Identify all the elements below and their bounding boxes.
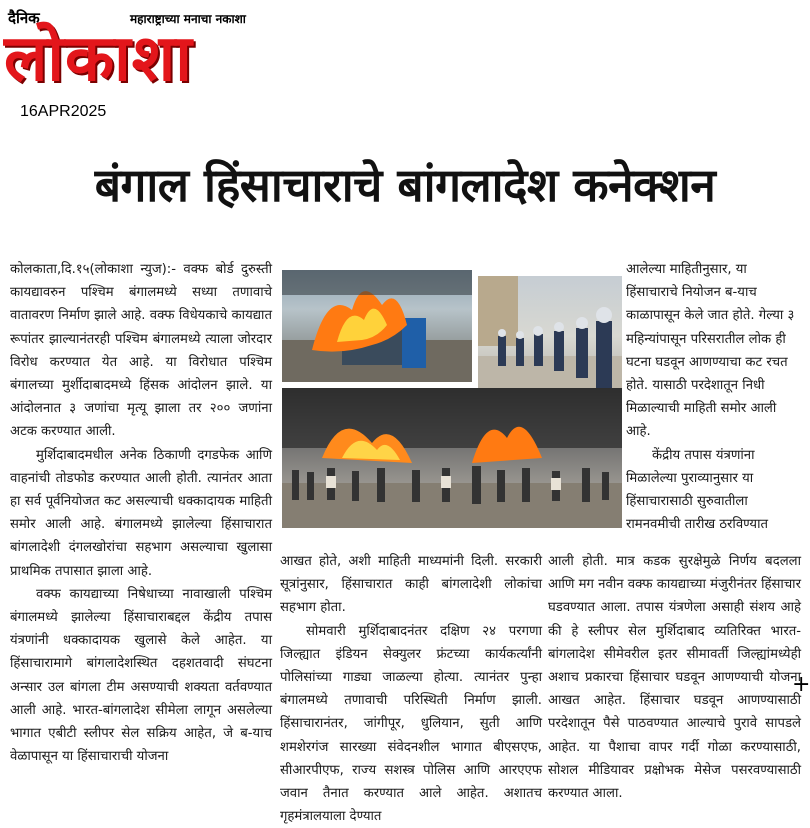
paragraph: केंद्रीय तपास यंत्रणांना मिळालेल्या पुराव्यानुसार या हिंसाचारासाठी सुरुवातीला रामनवमीची तारीख ठरविण्यात xyxy=(626,447,768,533)
paragraph: कोलकाता,दि.१५(लोकाशा न्युज):- वक्फ बोर्ड दुरुस्ती कायद्यावरुन पश्चिम बंगालमध्ये सध्या तणावाचे वातावरण निर्माण झाले आहे. वक्फ विधेयकाचे कायद्यात रूपांतर झाल्यानंतरही पश्चिम बंगालमध्ये त्याला जोरदार विरोध करण्यात येत आहे. या विरोधात पश्चिम बंगालच्या मुर्शीदाबादमध्ये हिंसक आंदोलन झाले. या आंदोलनात ३ जणांचा मृत्यू झाला तर २०० जणांना अटक करण्यात आली. xyxy=(10,262,272,440)
registration-mark: + xyxy=(792,672,810,697)
article-column-4 xyxy=(626,258,801,536)
article-headline: बंगाल हिंसाचाराचे बांगलादेश कनेक्शन xyxy=(94,158,716,212)
photo-crowd-fire xyxy=(282,388,622,528)
paragraph: सोमवारी मुर्शिदाबादनंतर दक्षिण २४ परगणा जिल्ह्यात इंडियन सेक्युलर फ्रंटच्या कार्यकर्त्यांनी पोलिसांच्या गाड्या जाळल्या होत्या. त्यानंतर पुन्हा बंगालमध्ये तणावाची परिस्थिती निर्माण झाली. हिंसाचारानंतर, जांगीपूर, धुलियान, सुती आणि शमशेरगंज सारख्या संवेदनशील भागात बीएसएफ, सीआरपीएफ, राज्य सशस्त्र पोलिस आणि आरएएफ जवान तैनात करण्यात आले आहेत. अशातच गृहमंत्रालयाला देण्यात xyxy=(280,623,542,825)
crowd-fire-illustration xyxy=(282,388,622,528)
paragraph: आखत होते, अशी माहिती माध्यमांनी दिली. सरकारी सूत्रांनुसार, हिंसाचारात काही बांगलादेशी लोकांचा सहभाग होता. xyxy=(280,554,542,616)
masthead-daily-label: दैनिक xyxy=(8,9,40,27)
article-photo-collage xyxy=(282,270,622,528)
article-column-1 xyxy=(10,258,272,768)
paragraph: आली होती. मात्र कडक सुरक्षेमुळे निर्णय बदलला आणि मग नवीन वक्फ कायद्याच्या मंजुरीनंतर हिंसाचार घडवण्यात आला. तपास यंत्रणेला असाही संशय आहे की हे स्लीपर सेल मुर्शिदाबाद व्यतिरिक्त भारत-बांगलादेश सीमेवरील इतर सीमावर्ती जिल्ह्यांमध्येही अशाच प्रकारचा हिंसाचार घडवून आणण्याची योजना आखत आहेत. हिंसाचार घडवून आणण्यासाठी परदेशातून पैसे पाठवण्यात आल्याचे पुरावे सापडले आहेत. या पैशाचा वापर गर्दी गोळा करण्यासाठी, सोशल मीडियावर प्रक्षोभक मेसेज पसरवण्यासाठी करण्यात आला. xyxy=(548,554,801,802)
masthead-tagline: महाराष्ट्राच्या मनाचा नकाशा xyxy=(130,12,246,26)
paragraph: आलेल्या माहितीनुसार, या हिंसाचाराचे नियोजन ब-याच काळापासून केले जात होते. गेल्या ३ महिन्यांपासून परिसरातील लोक ही घटना घडवून आणण्याचा कट रचत होते. यासाठी परदेशातून निधी मिळाल्याची माहिती समोर आली आहे. xyxy=(626,262,795,440)
paragraph: वक्फ कायद्याच्या निषेधाच्या नावाखाली पश्चिम बंगालमध्ये झालेल्या हिंसाचाराबद्दल केंद्रीय तपास यंत्रणांनी धक्कादायक खुलासे केले आहेत. या हिंसाचारामागे बांगलादेशस्थित दहशतवादी संघटना अन्सार उल बांगला टीम असण्याची शक्यता वर्तवण्यात आली आहे. भारत-बांगलादेश सीमेला लागून असलेल्या भागात एबीटी स्लीपर सेल सक्रिय आहेत, जे ब-याच वेळापासून या हिंसाचाराची योजना xyxy=(10,586,272,765)
photo-burning-vehicle xyxy=(282,270,472,382)
burning-vehicle-illustration xyxy=(282,270,472,382)
article-column-3 xyxy=(548,550,801,805)
publication-date: 16APR2025 xyxy=(20,103,107,120)
masthead xyxy=(0,0,810,100)
paragraph: मुर्शिदाबादमधील अनेक ठिकाणी दगडफेक आणि वाहनांची तोडफोड करण्यात आली होती. त्यानंतर आता हा सर्व पूर्वनियोजत कट असल्याची धक्कादायक माहिती समोर आली आहे. बंगालमध्ये झालेल्या हिंसाचारात बांगलादेशी दंगलखोरांचा सहभाग असल्याचा खुलासा प्राथमिक तपासात झाला आहे. xyxy=(10,447,272,579)
newspaper-logo: लोकाशा xyxy=(4,22,193,96)
article-column-2 xyxy=(280,550,542,828)
